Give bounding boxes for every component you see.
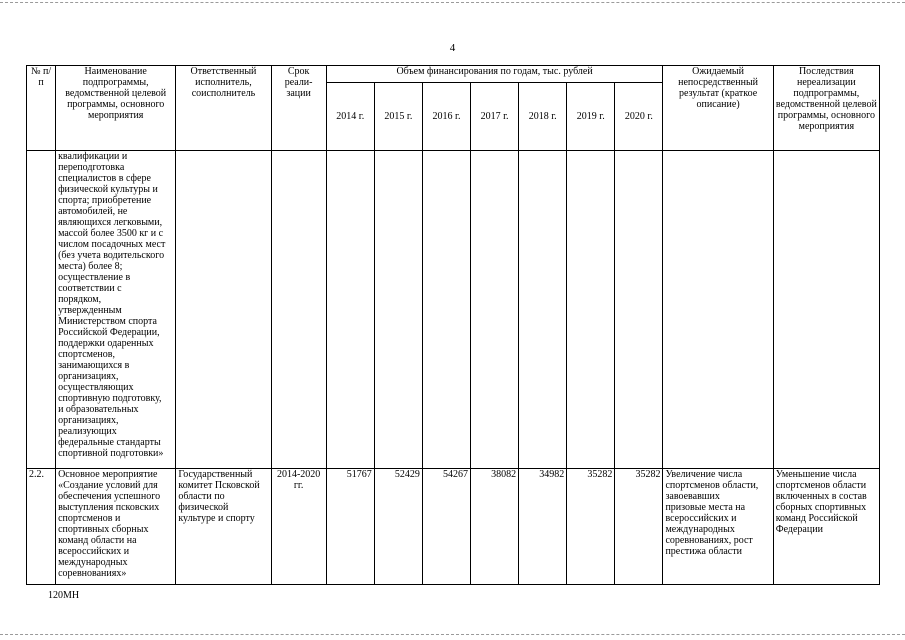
- row-value: [519, 151, 567, 469]
- row-value: [567, 151, 615, 469]
- row-value: 38082: [471, 469, 519, 585]
- row-value: [471, 151, 519, 469]
- header-year: 2019 г.: [567, 83, 615, 151]
- row-value: 35282: [567, 469, 615, 585]
- header-year: 2017 г.: [471, 83, 519, 151]
- header-term: Срок реали-зации: [271, 66, 326, 151]
- row-value: 52429: [374, 469, 422, 585]
- row-num: 2.2.: [27, 469, 56, 585]
- header-year: 2015 г.: [374, 83, 422, 151]
- bottom-dashed-rule: [0, 634, 905, 635]
- row-value: 51767: [326, 469, 374, 585]
- row-term: [271, 151, 326, 469]
- program-table: [26, 65, 880, 585]
- header-year: 2020 г.: [615, 83, 663, 151]
- row-name: квалификации и переподготовка специалистов в сфере физической культуры и спорта; приобретение автомобилей, не являющихся легковыми, массой более 3500 кг и с числом посадочных мест (без учета водительского места) более 8; осуществление в соответствии с порядком, утвержденным Министерством спорта Российской Федерации, поддержки одаренных спортсменов, занимающихся в организациях, осуществляющих спортивную подготовку, и образовательных организациях, реализующих федеральные стандарты спортивной подготовки»: [56, 151, 176, 469]
- table-row: [27, 469, 880, 585]
- row-responsible: [176, 151, 271, 469]
- page-number: 4: [449, 42, 456, 54]
- row-value: 34982: [519, 469, 567, 585]
- row-value: [374, 151, 422, 469]
- row-responsible: Государственный комитет Псковской области по физической культуре и спорту: [176, 469, 271, 585]
- table-row: [27, 151, 880, 469]
- header-responsible: Ответственный исполнитель, соисполнитель: [176, 66, 271, 151]
- row-name: Основное мероприятие «Создание условий для обеспечения успешного выступления псковских спортсменов и спортивных сборных команд области на всероссийских и международных соревнованиях»: [56, 469, 176, 585]
- header-consequence: Последствия нереализации подпрограммы, ведомственной целевой программы, основного мероприятия: [773, 66, 879, 151]
- row-consequence: [773, 151, 879, 469]
- document-footer-code: 120МН: [48, 590, 80, 601]
- header-num: № п/п: [27, 66, 56, 151]
- row-value: [326, 151, 374, 469]
- header-year: 2016 г.: [422, 83, 470, 151]
- row-value: [615, 151, 663, 469]
- header-result: Ожидаемый непосредственный результат (краткое описание): [663, 66, 773, 151]
- row-value: 54267: [422, 469, 470, 585]
- header-year: 2018 г.: [519, 83, 567, 151]
- row-result: Увеличение числа спортсменов области, завоевавших призовые места на всероссийских и международных соревнованиях, рост престижа области: [663, 469, 773, 585]
- row-result: [663, 151, 773, 469]
- row-value: 35282: [615, 469, 663, 585]
- header-funding: Объем финансирования по годам, тыс. рублей: [326, 66, 663, 83]
- header-year: 2014 г.: [326, 83, 374, 151]
- top-dashed-rule: [0, 2, 905, 3]
- header-name: Наименование подпрограммы, ведомственной целевой программы, основного мероприятия: [56, 66, 176, 151]
- row-num: [27, 151, 56, 469]
- row-consequence: Уменьшение числа спортсменов области включенных в состав сборных спортивных команд Российской Федерации: [773, 469, 879, 585]
- row-term: 2014-2020 гг.: [271, 469, 326, 585]
- row-value: [422, 151, 470, 469]
